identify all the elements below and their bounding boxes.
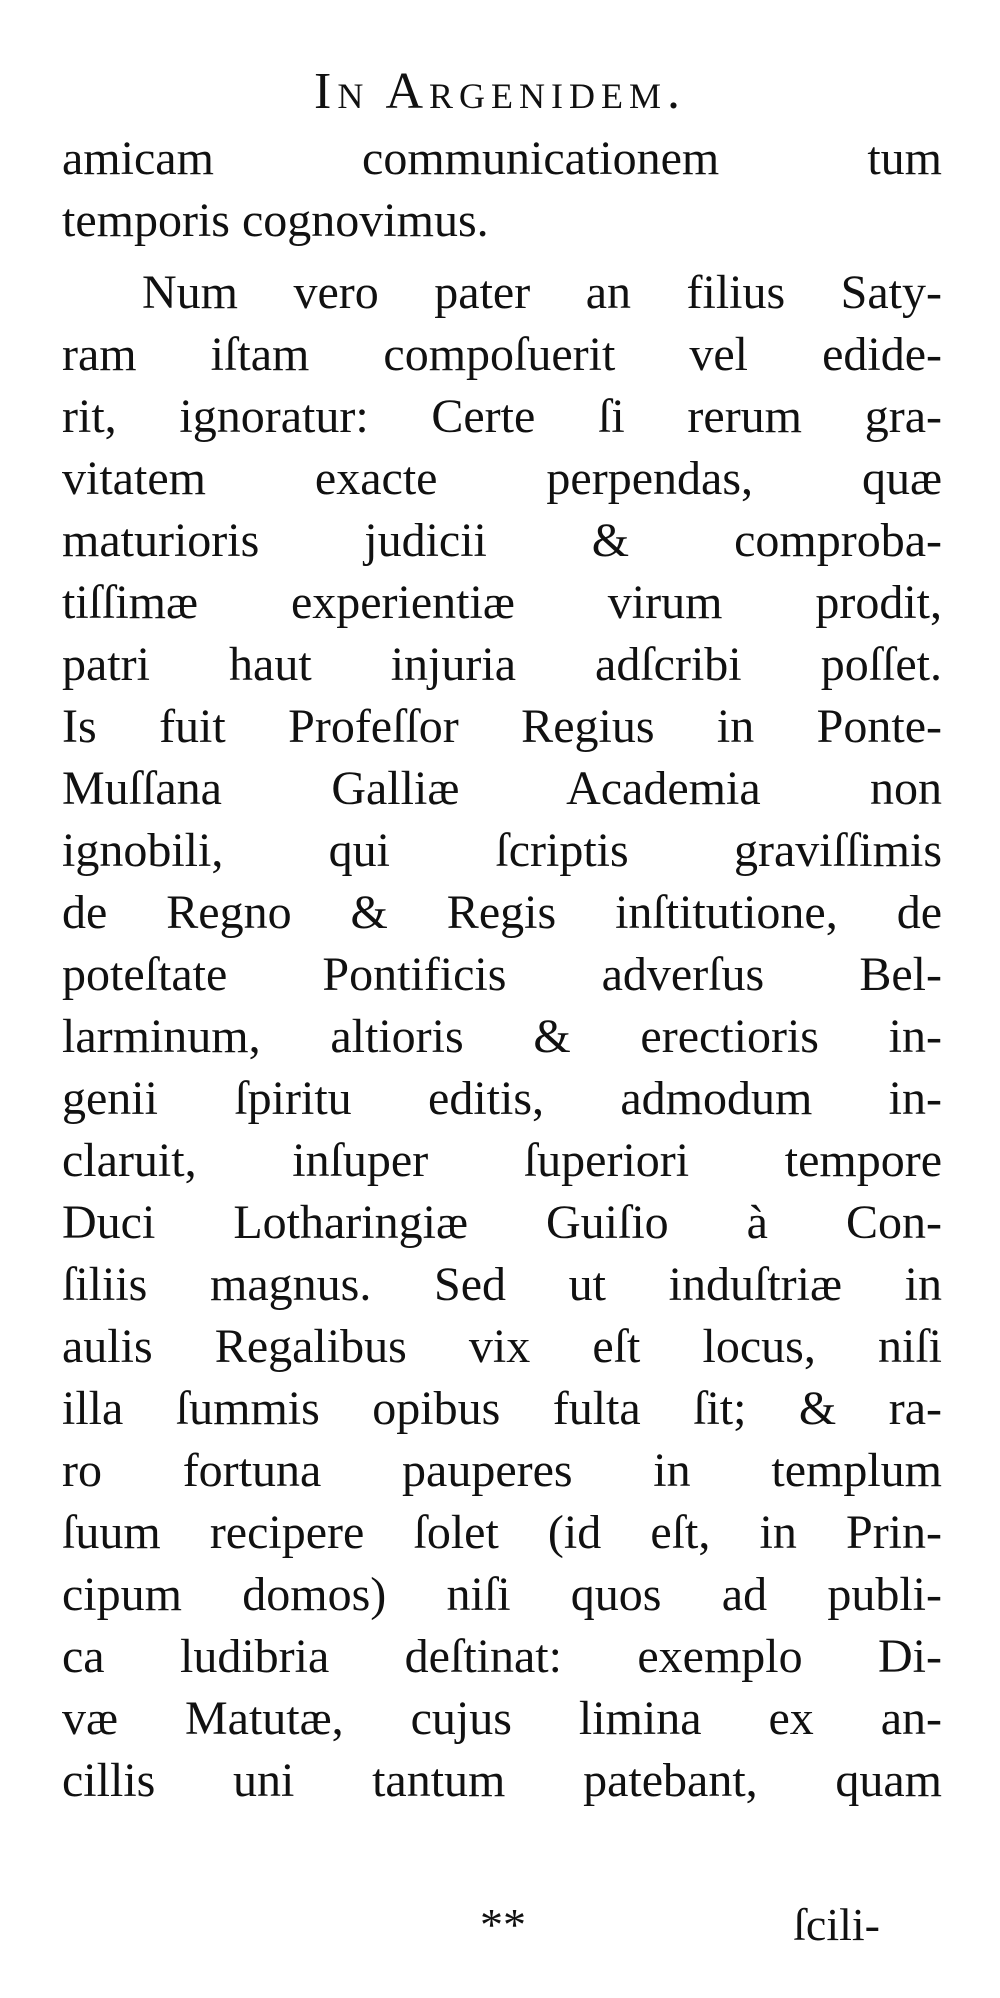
text-line: væ Matutæ, cujus limina ex an- (62, 1692, 942, 1745)
text-line: aulis Regalibus vix eſt locus, niſi (62, 1320, 942, 1373)
text-line: genii ſpiritu editis, admodum in- (62, 1072, 942, 1125)
text-line: rit, ignoratur: Certe ſi rerum gra- (62, 390, 942, 443)
text-line: de Regno & Regis inſtitutione, de (62, 886, 942, 939)
text-line: ca ludibria deſtinat: exemplo Di- (62, 1630, 942, 1683)
text-line: larminum, altioris & erectioris in- (62, 1010, 942, 1063)
text-line: cipum domos) niſi quos ad publi- (62, 1568, 942, 1621)
text-line: ram iſtam compoſuerit vel edide- (62, 328, 942, 381)
body-text (62, 128, 942, 1812)
text-line: ro fortuna pauperes in templum (62, 1444, 942, 1497)
signature-mark: ** (480, 1899, 526, 1950)
text-line: vitatem exacte perpendas, quæ (62, 452, 942, 505)
text-line: Num vero pater an filius Saty- (142, 266, 942, 319)
text-line: cillis uni tantum patebant, quam (62, 1754, 942, 1807)
running-head: In Argenidem. (314, 63, 686, 120)
text-line: illa ſummis opibus fulta ſit; & ra- (62, 1382, 942, 1435)
text-line: ſiliis magnus. Sed ut induſtriæ in (62, 1258, 942, 1311)
page-footer (0, 1895, 1000, 1955)
text-line: ignobili, qui ſcriptis graviſſimis (62, 824, 942, 877)
catchword: ſcili- (793, 1899, 880, 1950)
text-line: tiſſimæ experientiæ virum prodit, (62, 576, 942, 629)
text-line: temporis cognovimus. (62, 194, 489, 247)
text-line: patri haut injuria adſcribi poſſet. (62, 638, 942, 691)
text-line: Muſſana Galliæ Academia non (62, 762, 942, 815)
text-line: poteſtate Pontificis adverſus Bel- (62, 948, 942, 1001)
text-line: Is fuit Profeſſor Regius in Ponte- (62, 700, 942, 753)
text-line: maturioris judicii & comproba- (62, 514, 942, 567)
text-line: claruit, inſuper ſuperiori tempore (62, 1134, 942, 1187)
text-line: ſuum recipere ſolet (id eſt, in Prin- (62, 1506, 942, 1559)
text-line: Duci Lotharingiæ Guiſio à Con- (62, 1196, 942, 1249)
text-line: amicam communicationem tum (62, 132, 942, 185)
